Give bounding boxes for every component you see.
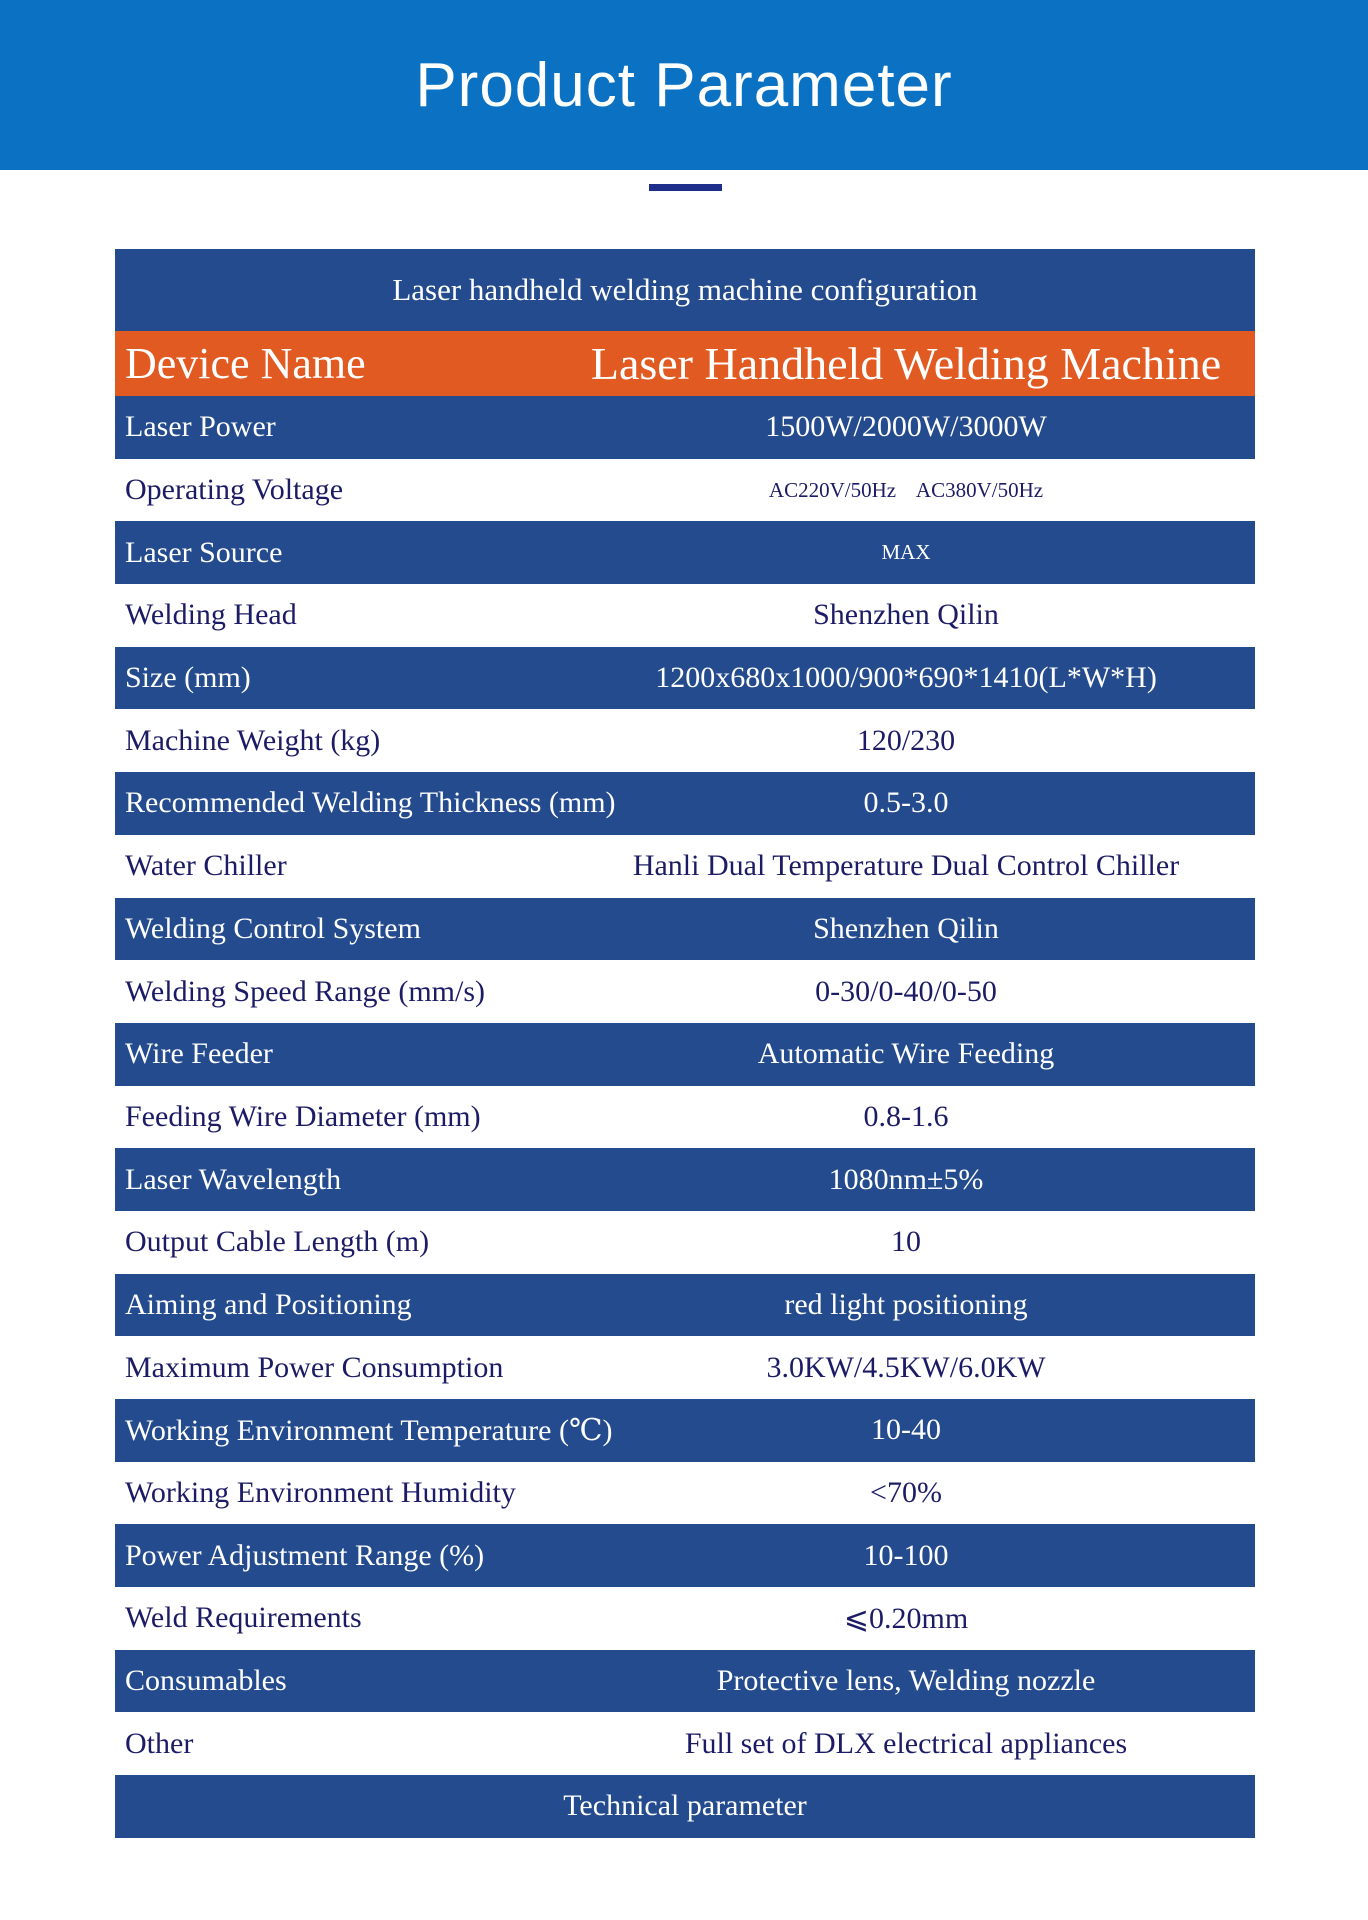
row-value: Automatic Wire Feeding <box>757 1037 1055 1071</box>
row-label: Power Adjustment Range (%) <box>125 1538 485 1572</box>
header-banner <box>0 0 1368 170</box>
row-value: 1500W/2000W/3000W <box>765 410 1047 444</box>
row-label: Laser Wavelength <box>125 1162 342 1196</box>
technical-parameter-footer: Technical parameter <box>115 1775 1255 1838</box>
config-title: Laser handheld welding machine configuration <box>115 249 1255 331</box>
row-value: 10-40 <box>871 1413 941 1447</box>
device-name-label: Device Name <box>125 339 366 388</box>
table-row <box>115 1274 1255 1337</box>
row-label: Operating Voltage <box>125 473 344 507</box>
row-label: Recommended Welding Thickness (mm) <box>125 786 616 820</box>
table-row <box>115 709 1255 772</box>
row-value: MAX <box>881 540 931 565</box>
row-value: 0-30/0-40/0-50 <box>815 974 997 1008</box>
device-name-value: Laser Handheld Welding Machine <box>590 338 1222 389</box>
table-row <box>115 1023 1255 1086</box>
row-label: Aiming and Positioning <box>125 1287 412 1321</box>
page-title: Product Parameter <box>415 50 953 120</box>
row-value: Shenzhen Qilin <box>813 911 999 945</box>
row-value: 120/230 <box>856 723 956 757</box>
row-label: Size (mm) <box>125 661 251 695</box>
table-row <box>115 960 1255 1023</box>
row-value: 3.0KW/4.5KW/6.0KW <box>766 1350 1046 1384</box>
table-row <box>115 459 1255 522</box>
table-row <box>115 1587 1255 1650</box>
title-accent-divider <box>649 184 722 191</box>
table-row <box>115 1650 1255 1713</box>
row-label: Working Environment Temperature (℃) <box>125 1413 613 1447</box>
table-row <box>115 1148 1255 1211</box>
device-name-row <box>115 331 1255 396</box>
row-label: Maximum Power Consumption <box>125 1350 504 1384</box>
row-label: Other <box>125 1726 194 1760</box>
row-label: Output Cable Length (m) <box>125 1225 430 1259</box>
row-label: Working Environment Humidity <box>125 1476 516 1510</box>
row-value: 0.8-1.6 <box>863 1099 949 1133</box>
row-label: Feeding Wire Diameter (mm) <box>125 1099 481 1133</box>
row-value: 0.5-3.0 <box>863 786 949 820</box>
row-value: AC220V/50Hz AC380V/50Hz <box>768 477 1044 502</box>
table-row <box>115 772 1255 835</box>
table-row <box>115 1712 1255 1775</box>
table-row <box>115 521 1255 584</box>
row-label: Welding Control System <box>125 911 421 945</box>
row-value: 1080nm±5% <box>828 1162 984 1196</box>
row-value: 1200x680x1000/900*690*1410(L*W*H) <box>655 661 1157 695</box>
row-label: Weld Requirements <box>125 1601 362 1635</box>
row-value: ⩽0.20mm <box>843 1601 969 1635</box>
row-label: Welding Speed Range (mm/s) <box>125 974 486 1008</box>
parameter-rows <box>115 396 1255 1775</box>
row-label: Machine Weight (kg) <box>125 723 381 757</box>
table-row <box>115 1211 1255 1274</box>
parameter-table <box>115 249 1255 1838</box>
table-row <box>115 1399 1255 1462</box>
row-label: Laser Power <box>125 410 276 444</box>
table-row <box>115 396 1255 459</box>
table-row <box>115 1462 1255 1525</box>
table-row <box>115 835 1255 898</box>
table-row <box>115 1524 1255 1587</box>
row-value: Full set of DLX electrical appliances <box>684 1726 1128 1760</box>
row-value: Shenzhen Qilin <box>813 598 999 632</box>
row-label: Wire Feeder <box>125 1037 273 1071</box>
row-value: 10-100 <box>863 1538 949 1572</box>
row-value: 10 <box>891 1225 921 1259</box>
row-label: Water Chiller <box>125 849 287 883</box>
row-label: Laser Source <box>125 535 283 569</box>
row-value: Protective lens, Welding nozzle <box>716 1664 1096 1698</box>
row-value: red light positioning <box>784 1287 1028 1321</box>
table-row <box>115 1336 1255 1399</box>
row-value: Hanli Dual Temperature Dual Control Chiller <box>632 849 1180 883</box>
row-label: Consumables <box>125 1664 287 1698</box>
table-row <box>115 584 1255 647</box>
table-row <box>115 1086 1255 1149</box>
row-value: <70% <box>870 1476 942 1510</box>
table-row <box>115 647 1255 710</box>
row-label: Welding Head <box>125 598 297 632</box>
table-row <box>115 898 1255 961</box>
